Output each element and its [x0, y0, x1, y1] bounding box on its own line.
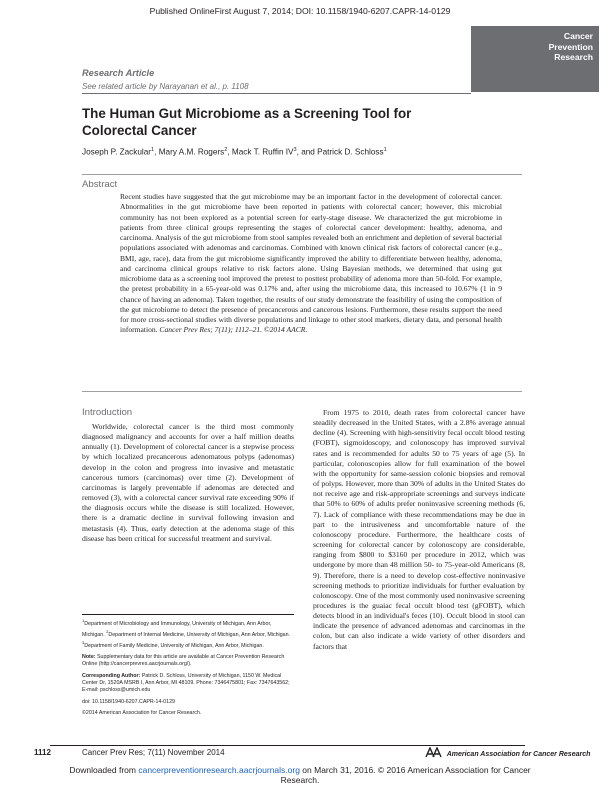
footnote-divider — [82, 614, 294, 615]
article-type: Research Article — [82, 68, 155, 78]
journal-citation: Cancer Prev Res; 7(11) November 2014 — [82, 748, 225, 757]
journal-badge — [471, 26, 599, 92]
article-title: The Human Gut Microbiome as a Screening Tool for Colorectal Cancer — [82, 106, 412, 138]
journal-line-1: Cancer — [563, 31, 593, 41]
related-article-link[interactable]: See related article by Narayanan et al., p. 1108 — [82, 82, 249, 91]
journal-line-3: Research — [554, 52, 593, 62]
abstract-body — [120, 192, 502, 336]
download-notice: Downloaded from cancerpreventionresearch.aacrjournals.org on March 31, 2016. © 2016 American Association for Cancer Research. — [69, 765, 531, 785]
author-name[interactable]: Patrick D. Schloss — [317, 147, 384, 157]
abstract-heading: Abstract — [82, 179, 118, 190]
affiliation-marker: 3 — [293, 147, 297, 153]
author-name[interactable]: Mack T. Ruffin IV — [231, 147, 294, 157]
abstract-top-divider — [82, 174, 522, 175]
journal-line-2: Prevention — [548, 41, 593, 52]
introduction-heading: Introduction — [82, 407, 133, 418]
affiliations-note: $^1$Department of Microbiology and Immunology, University of Michigan, Ann Arbor, Michigan. $^2$Department of Internal Medicine, University of Michigan, Ann Arbor, Michigan. $^3$Department of Family Medicine, University of Michigan, Ann Arbor, Michigan. — [82, 618, 291, 649]
published-line: Published OnlineFirst August 7, 2014; DOI: 10.1158/1940-6207.CAPR-14-0129 — [149, 6, 451, 16]
aacr-logo — [425, 747, 590, 758]
affiliation-marker: 2 — [224, 147, 228, 153]
author-name[interactable]: Joseph P. Zackular — [82, 147, 152, 157]
abstract-bottom-divider — [82, 391, 522, 392]
supplementary-note: Note: Supplementary data for this article are available at Cancer Prevention Research Online (http://cancerprevres.aacrjournals.org/). — [82, 654, 285, 668]
affiliation-marker: 1 — [151, 147, 155, 153]
corresponding-author-note: Corresponding Author: Patrick D. Schloss, University of Michigan, 1150 W. Medical Center Dr, 1520A MSRB I, Ann Arbor, MI 48109. Phone: 7346475801; Fax: 7347643562; E-mail: pschloss@umich.edu — [82, 672, 290, 694]
doi-note[interactable]: doi: 10.1158/1940-6207.CAPR-14-0129 — [82, 698, 175, 705]
affiliation-marker: 1 — [383, 147, 387, 153]
author-list: Joseph P. Zackular$^1$, Mary A.M. Rogers$^2$, Mack T. Ruffin $IV^3$, and Patrick D. Schloss$^1$ — [82, 147, 387, 157]
copyright-note: ©2014 American Association for Cancer Research. — [82, 709, 202, 716]
introduction-left-column: Worldwide, colorectal cancer is the third most commonly diagnosed malignancy and accounts for over a half million deaths annually (1). Development of colorectal cancer is a stepwise process by which localized precancerous adenomatous polyps (adenomas) develop in the colon and progress into invasive and metastatic cancerous tumors (carcinomas) over time (2). Development of carcinomas is largely preventable if adenomas are detected and removed (3), with a colorectal cancer survival rate exceeding 90% if the diagnosis occurs while the disease is still localized. However, there is a dramatic decline in survival following invasion and metastasis (4). Thus, early detection at the adenoma stage of this disease has been critical for successful treatment and survival. — [82, 422, 294, 543]
aacr-logo-icon — [425, 747, 445, 758]
introduction-right-column: From 1975 to 2010, death rates from colorectal cancer have steadily decreased in the United States, with a 2.8% average annual decline (4). Screening with high-sensitivity fecal occult blood testing (FOBT), sigmoidoscopy, and colonoscopy has improved survival rates and is recommended for adults 50 to 75 years of age (5). In particular, colonoscopies allow for full examination of the bowel with the opportunity for same-session colonic biopsies and removal of polyps. However, more than 30% of adults in the United States do not receive age and risk-appropriate screenings and surveys indicate that 50% to 60% of adults prefer noninvasive screening methods (6, 7). Lack of compliance with these recommendations may be due in part to the intrusiveness and uncomfortable nature of the colonoscopy procedure. Furthermore, the healthcare costs of screening for colorectal cancer by colonoscopy are considerable, ranging from $800 to $3160 per procedure in 2012, which was undergone by more than 48 million 50- to 75-year-old Americans (8, 9). Therefore, there is a need to develop cost-effective noninvasive screening methods to prioritize individuals for further evaluation by colonoscopy. One of the most commonly used noninvasive screening procedures is the guaiac fecal occult blood test (gFOBT), which detects blood in an individual's feces (10). Occult blood in stool can indicate the presence of advanced adenomas and carcinomas in the colon, but can also indicate a wide variety of other disorders and factors that — [313, 408, 525, 651]
header-divider — [82, 93, 471, 94]
abstract-text: Recent studies have suggested that the gut microbiome may be an important factor in the development of colorectal cancer. Abnormalities in the gut microbiome have been reported in patients with colorectal cancer; however, this microbial community has not been explored as a potential screen for early-stage disease. We characterized the gut microbiome in patients from three clinical groups representing the stages of colorectal cancer development: healthy, adenoma, and carcinoma. Analysis of the gut microbiome from stool samples revealed both an enrichment and depletion of several bacterial populations associated with adenomas and carcinomas. Combined with known clinical risk factors of colorectal cancer (e.g., BMI, age, race), data from the gut microbiome significantly improved the ability to differentiate between healthy, adenoma, and carcinoma clinical groups relative to risk factors alone. Using Bayesian methods, we determined that using gut microbiome data as a screening tool improved the pretest to posttest probability of adenoma more than 50-fold. For example, the pretest probability in a 65-year-old was 0.17% and, after using the microbiome data, this increased to 10.67% (1 in 9 chance of having an adenoma). Taken together, the results of our study demonstrate the feasibility of using the composition of the gut microbiome to detect the presence of precancerous and cancerous lesions. Furthermore, these results support the need for more cross-sectional studies with diverse populations and linkage to other stool markers, dietary data, and personal health information. — [120, 192, 502, 335]
author-name[interactable]: Mary A.M. Rogers — [158, 147, 225, 157]
footer-divider — [50, 745, 525, 746]
footnotes — [82, 617, 294, 721]
publisher-name: American Association for Cancer Research — [446, 751, 591, 758]
page-number: 1112 — [34, 748, 51, 757]
abstract-citation: Cancer Prev Res; 7(11); 1112–21. ©2014 AACR. — [159, 325, 308, 335]
journal-site-link[interactable]: cancerpreventionresearch.aacrjournals.org — [138, 765, 300, 775]
